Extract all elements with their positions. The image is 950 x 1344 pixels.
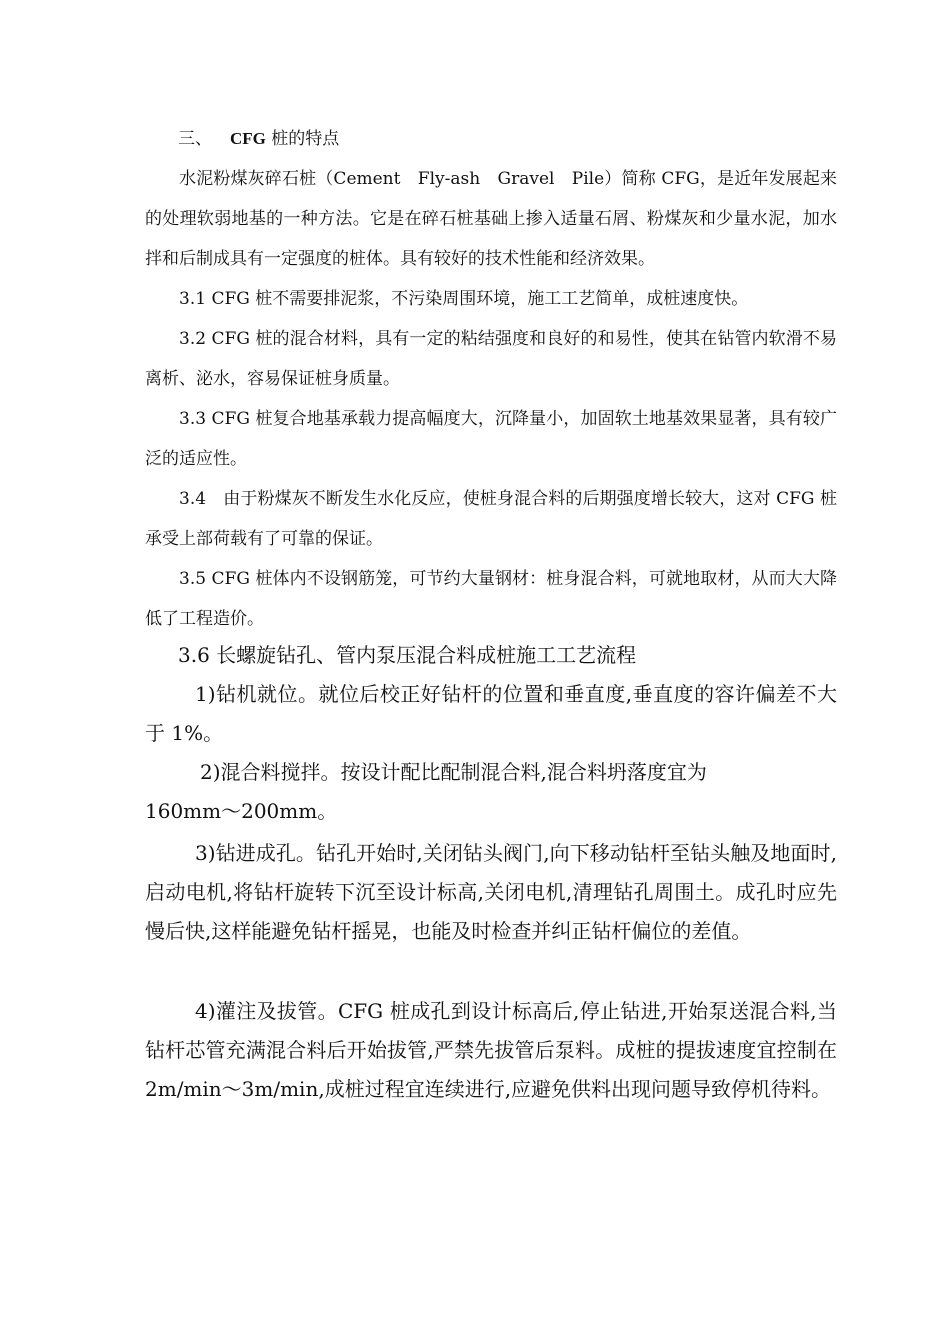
paragraph-3-5: 3.5 CFG 桩体内不设钢筋笼，可节约大量钢材：桩身混合料，可就地取材，从而大大降低了工程造价。 [145,569,837,629]
paragraph-3-1: 3.1 CFG 桩不需要排泥浆，不污染周围环境，施工工艺简单，成桩速度快。 [179,289,749,309]
paragraph-3-2: 3.2 CFG 桩的混合材料，具有一定的粘结强度和良好的和易性，使其在钻管内软滑不易离析、泌水，容易保证桩身质量。 [145,329,837,389]
step-4: 4)灌注及拔管。CFG 桩成孔到设计标高后,停止钻进,开始泵送混合料,当钻杆芯管充满混合料后开始拔管,严禁先拔管后泵料。成桩的提拔速度宜控制在 2m/min～3m/min,成桩过程宜连续进行,应避免供料出现问题导致停机待料。 [145,999,837,1101]
step-2-line-1: 2)混合料搅拌。按设计配比配制混合料,混合料坍落度宜为 [200,760,707,784]
step-3: 3)钻进成孔。钻孔开始时,关闭钻头阀门,向下移动钻杆至钻头触及地面时,启动电机,将钻杆旋转下沉至设计标高,关闭电机,清理钻孔周围土。成孔时应先慢后快,这样能避免钻杆摇晃，也能及时检查并纠正钻杆偏位的差值。 [145,841,837,943]
step-2-line-2: 160mm～200mm。 [145,799,338,823]
section-heading [178,128,339,150]
section-number: 三、 [178,129,212,149]
section-heading-bold: CFG [230,129,266,148]
step-1: 1)钻机就位。就位后校正好钻杆的位置和垂直度,垂直度的容许偏差不大于 1%。 [145,682,837,745]
paragraph-3-6: 3.6 长螺旋钻孔、管内泵压混合料成桩施工工艺流程 [178,643,637,667]
paragraph-3-3: 3.3 CFG 桩复合地基承载力提高幅度大，沉降量小，加固软土地基效果显著，具有较广泛的适应性。 [145,409,837,469]
paragraph-3-4: 3.4 由于粉煤灰不断发生水化反应，使桩身混合料的后期强度增长较大，这对 CFG 桩承受上部荷载有了可靠的保证。 [145,489,837,549]
section-heading-text: 桩的特点 [265,129,340,149]
paragraph-intro: 水泥粉煤灰碎石桩（Cement Fly-ash Gravel Pile）简称 CFG，是近年发展起来的处理软弱地基的一种方法。它是在碎石桩基础上掺入适量石屑、粉煤灰和少量水泥，加水拌和后制成具有一定强度的桩体。具有较好的技术性能和经济效果。 [145,169,837,269]
